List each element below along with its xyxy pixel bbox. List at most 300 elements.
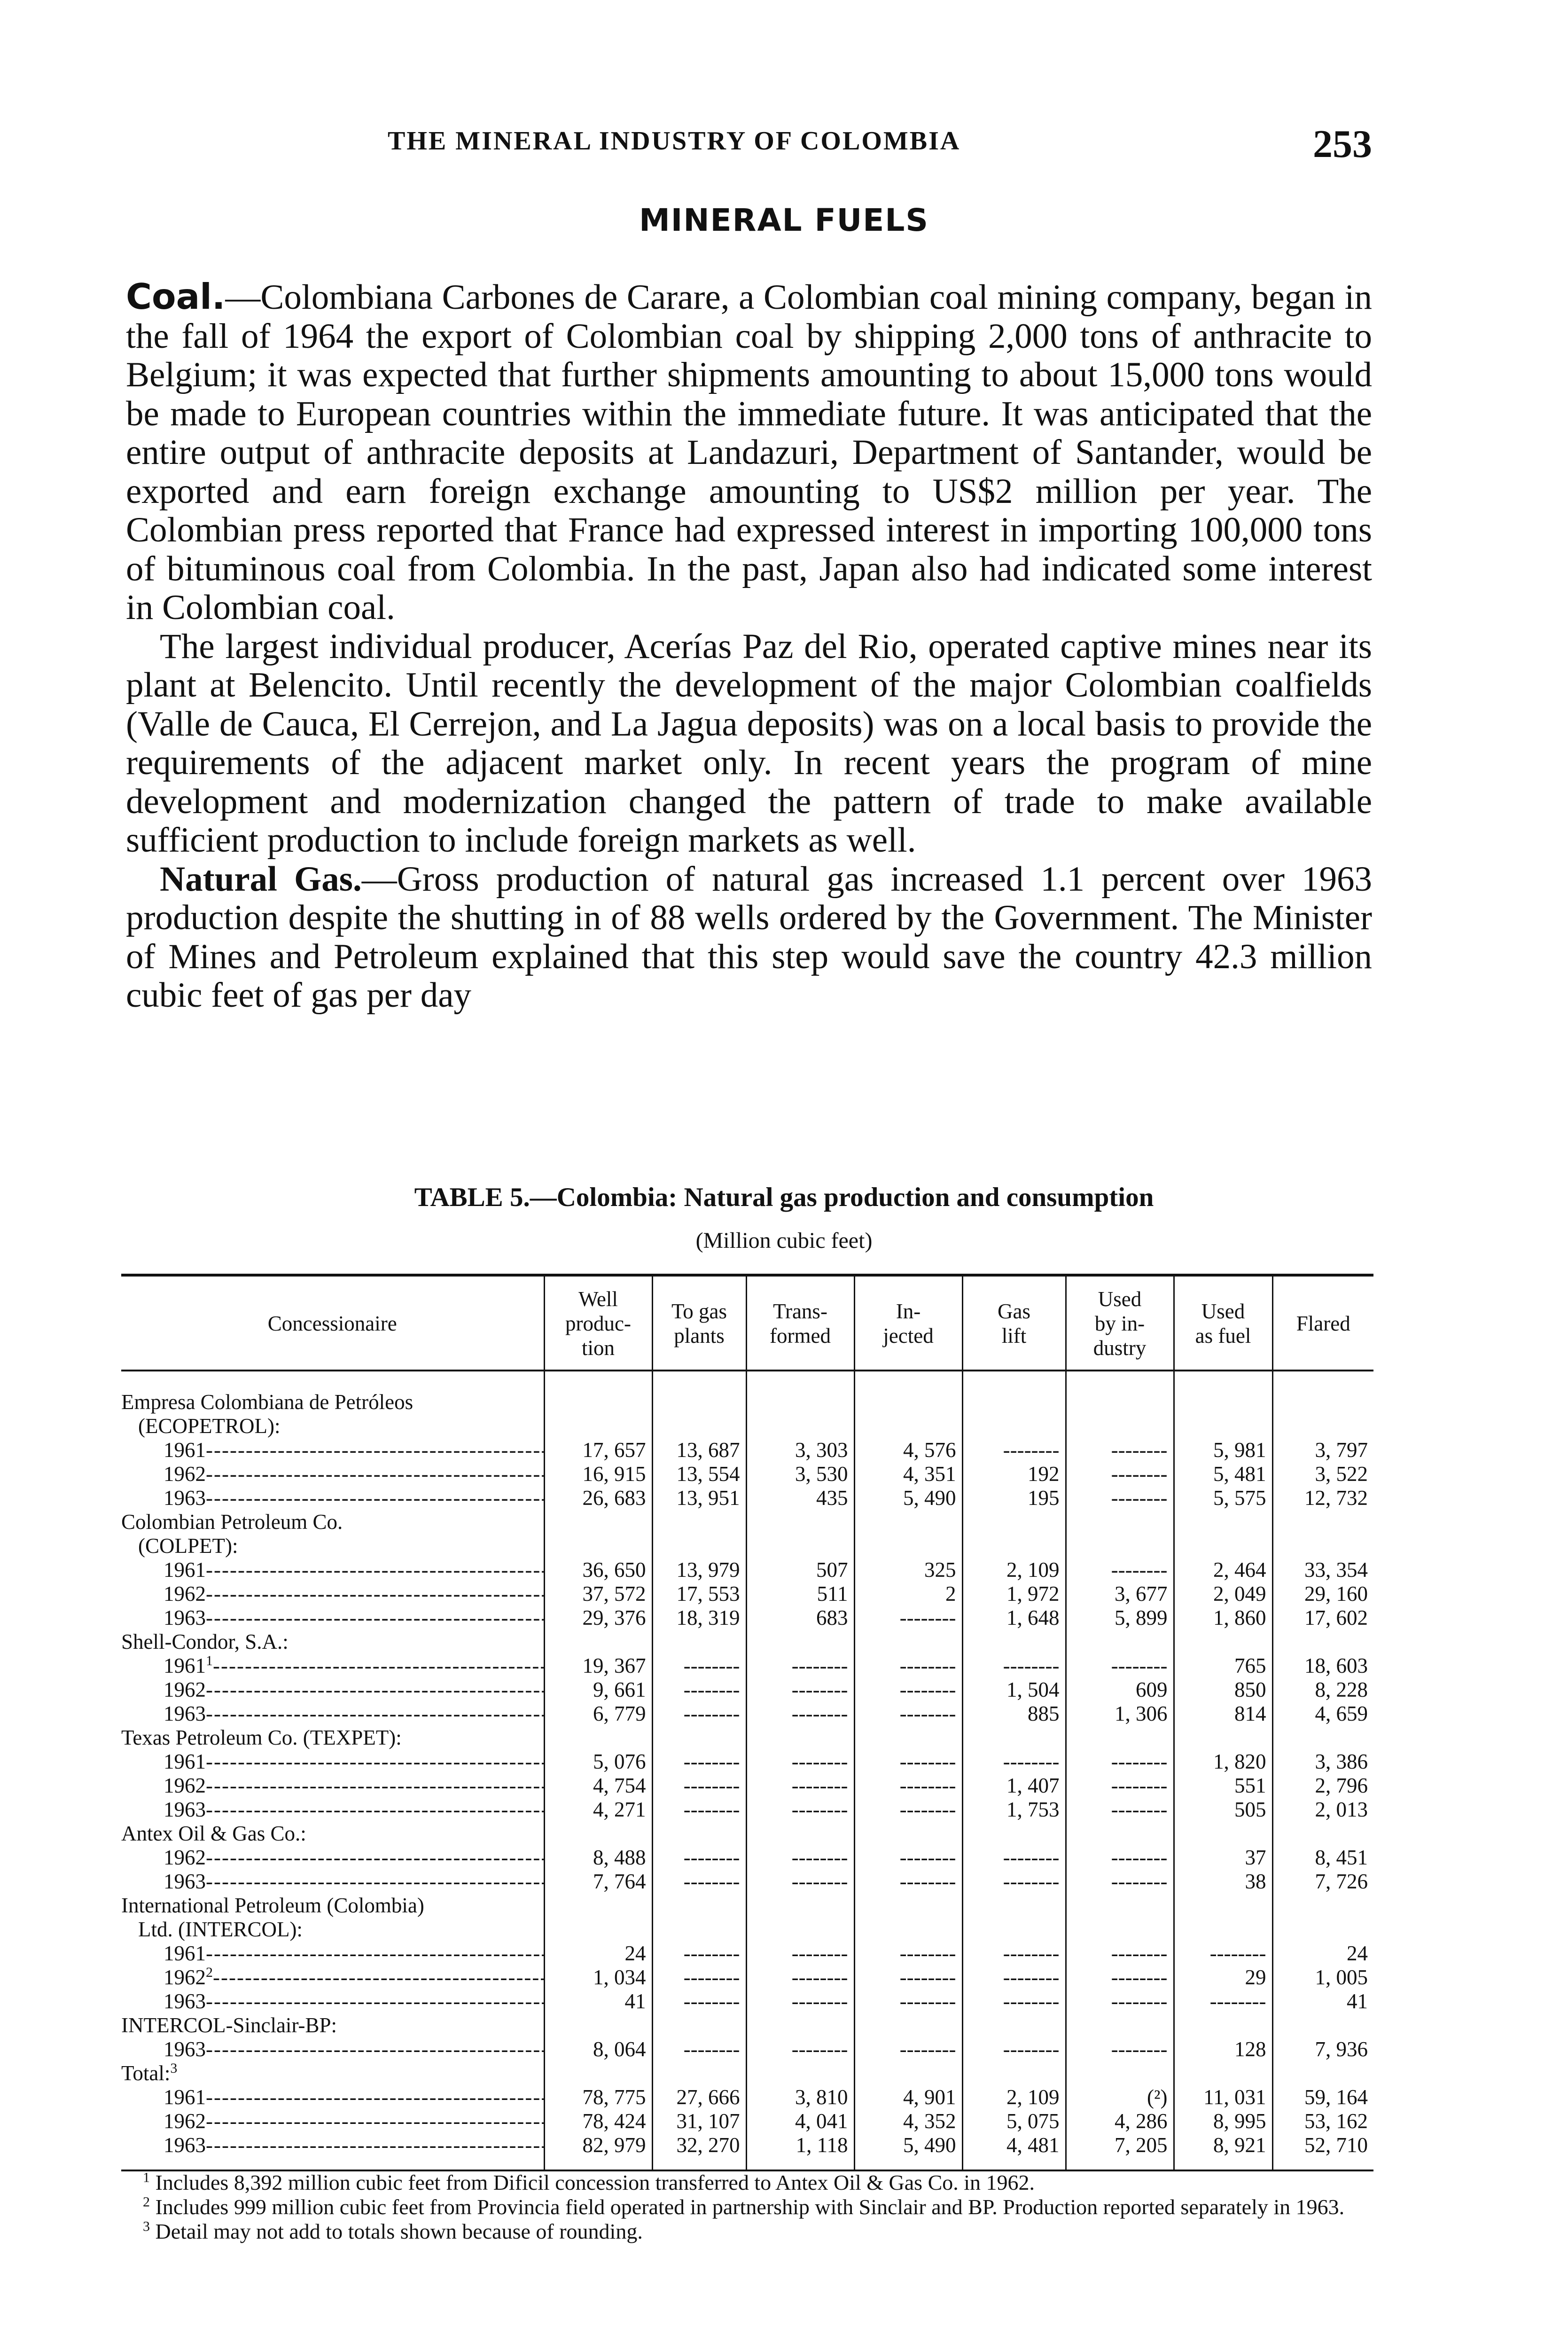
table-cell: -------- [652, 1774, 746, 1798]
leader-dots [206, 1486, 544, 1510]
table-row [121, 1654, 1373, 1678]
table-cell: -------- [854, 1990, 962, 2013]
table-cell: 4, 351 [854, 1462, 962, 1486]
table-cell: -------- [746, 2037, 854, 2061]
table-cell: -------- [1066, 1870, 1174, 1894]
table-cell: -------- [854, 1798, 962, 1822]
footnote [124, 2219, 1372, 2244]
table-cell [544, 1630, 652, 1654]
table-cell [652, 2013, 746, 2037]
table-cell: 850 [1174, 1678, 1272, 1702]
table-cell: 195 [962, 1486, 1066, 1510]
table-cell: 3, 677 [1066, 1582, 1174, 1606]
footnote-text: Includes 999 million cubic feet from Provincia field operated in partnership with Sinclair and BP. Production reported separately in 1963. [155, 2195, 1345, 2219]
table-cell: 765 [1174, 1654, 1272, 1678]
row-label [121, 2109, 544, 2133]
table-cell [1066, 2013, 1174, 2037]
row-label-text: Antex Oil & Gas Co.: [121, 1822, 306, 1845]
table-cell: 609 [1066, 1678, 1174, 1702]
table-cell [544, 1510, 652, 1534]
table-cell [962, 1918, 1066, 1942]
paragraph-text: The largest individual producer, Acerías Paz del Rio, operated captive mines near its plant at Belencito. Until recently the development of the major Colombian coalfields (Valle de Cauca, El Cerrejon, and La Jagua deposits) was on a local basis to provide the requirements of the adjacent market only. In recent years the program of mine development and modernization changed the pattern of trade to make available sufficient production to include foreign markets as well. [126, 627, 1372, 860]
table-title: TABLE 5.—Colombia: Natural gas production and consumption [414, 1183, 1154, 1212]
row-label [121, 2037, 544, 2061]
table-cell: -------- [854, 1870, 962, 1894]
table-cell: -------- [746, 1942, 854, 1966]
table-group-row [121, 1630, 1373, 1654]
table-row [121, 2133, 1373, 2170]
table-cell: -------- [746, 1654, 854, 1678]
row-label [121, 1630, 544, 1654]
table-cell: 1, 972 [962, 1582, 1066, 1606]
table-cell [1272, 1630, 1373, 1654]
table-cell [1272, 1894, 1373, 1918]
row-label [121, 2061, 544, 2085]
row-label [121, 2133, 544, 2170]
table-cell: -------- [854, 1702, 962, 1726]
table-cell: 128 [1174, 2037, 1272, 2061]
gas-production-table [121, 1274, 1373, 2171]
table-cell: 41 [544, 1990, 652, 2013]
table-cell: -------- [1066, 1774, 1174, 1798]
row-label [121, 1534, 544, 1558]
table-cell: -------- [1066, 1942, 1174, 1966]
table-cell [1066, 1510, 1174, 1534]
table-cell: 29 [1174, 1966, 1272, 1990]
table-cell: 2 [854, 1582, 962, 1606]
row-label [121, 1371, 544, 1414]
table-cell: -------- [652, 1654, 746, 1678]
table-cell [1066, 1918, 1174, 1942]
table-cell [854, 2061, 962, 2085]
table-cell: 325 [854, 1558, 962, 1582]
table-cell: 9, 661 [544, 1678, 652, 1702]
table-cell: 2, 013 [1272, 1798, 1373, 1822]
table-cell: 551 [1174, 1774, 1272, 1798]
table-cell: 24 [544, 1942, 652, 1966]
table-cell: 11, 031 [1174, 2085, 1272, 2109]
table-cell: -------- [962, 1942, 1066, 1966]
table-cell: 37 [1174, 1846, 1272, 1870]
table-cell: 4, 481 [962, 2133, 1066, 2170]
table-cell: 3, 810 [746, 2085, 854, 2109]
footnote [124, 2195, 1372, 2219]
column-header: Trans- formed [746, 1275, 854, 1371]
table-cell [962, 1630, 1066, 1654]
table-cell [1174, 1510, 1272, 1534]
table-group-row [121, 1414, 1373, 1438]
row-label-text: 1962 [164, 1774, 206, 1797]
row-label [121, 1606, 544, 1630]
table-cell [854, 1510, 962, 1534]
table-cell: 13, 687 [652, 1438, 746, 1462]
table-cell: 4, 659 [1272, 1702, 1373, 1726]
row-label-text: Ltd. (INTERCOL): [138, 1918, 303, 1941]
table-cell [962, 1371, 1066, 1414]
table-cell [544, 2013, 652, 2037]
table-row [121, 1990, 1373, 2013]
table-cell: 1, 407 [962, 1774, 1066, 1798]
column-header: To gas plants [652, 1275, 746, 1371]
table-cell: 19, 367 [544, 1654, 652, 1678]
table-cell: 4, 754 [544, 1774, 652, 1798]
row-label [121, 1510, 544, 1534]
table-cell [1272, 1371, 1373, 1414]
table-cell: 1, 753 [962, 1798, 1066, 1822]
table-cell [652, 1822, 746, 1846]
table-cell [1066, 2061, 1174, 2085]
table-cell: -------- [1066, 1750, 1174, 1774]
paragraph-coal [126, 277, 1372, 627]
paragraph-producer [126, 627, 1372, 860]
table-cell: 8, 064 [544, 2037, 652, 2061]
table-cell: 17, 602 [1272, 1606, 1373, 1630]
row-label-text: 1963 [164, 2037, 206, 2061]
row-label-text: (ECOPETROL): [138, 1414, 281, 1438]
table-cell [652, 1414, 746, 1438]
table-cell [854, 1822, 962, 1846]
table-row [121, 1438, 1373, 1462]
table-cell [746, 1414, 854, 1438]
table-row [121, 1558, 1373, 1582]
table-cell: 1, 306 [1066, 1702, 1174, 1726]
table-cell: 435 [746, 1486, 854, 1510]
table-cell: 507 [746, 1558, 854, 1582]
leader-dots [206, 1558, 544, 1582]
table-cell: -------- [652, 1870, 746, 1894]
table-cell: 8, 488 [544, 1846, 652, 1870]
table-cell: 4, 041 [746, 2109, 854, 2133]
table-cell [962, 1414, 1066, 1438]
table-cell [746, 2013, 854, 2037]
table-cell: -------- [746, 1774, 854, 1798]
table-row [121, 1678, 1373, 1702]
table-cell [962, 2061, 1066, 2085]
table-cell [746, 1894, 854, 1918]
table-cell: 41 [1272, 1990, 1373, 2013]
table-cell [652, 1534, 746, 1558]
row-label [121, 1966, 544, 1990]
table-cell: 7, 764 [544, 1870, 652, 1894]
table-cell: -------- [1066, 1486, 1174, 1510]
table-group-row [121, 1726, 1373, 1750]
table-group-row [121, 2061, 1373, 2085]
table-cell: -------- [746, 1678, 854, 1702]
table-cell [1272, 2013, 1373, 2037]
table-cell: -------- [962, 2037, 1066, 2061]
table-cell [1174, 1371, 1272, 1414]
table-cell: -------- [1066, 1798, 1174, 1822]
row-label [121, 1942, 544, 1966]
footnote [124, 2170, 1372, 2195]
table-cell: -------- [1066, 1654, 1174, 1678]
table-cell [854, 1630, 962, 1654]
table-cell [652, 1726, 746, 1750]
table-cell: 1, 820 [1174, 1750, 1272, 1774]
table-cell [1066, 1630, 1174, 1654]
table-cell: 13, 951 [652, 1486, 746, 1510]
table-cell [1066, 1414, 1174, 1438]
table-cell [854, 1918, 962, 1942]
table-cell: 16, 915 [544, 1462, 652, 1486]
row-label-text: 1962 [164, 1462, 206, 1486]
row-label-text: Colombian Petroleum Co. [121, 1510, 343, 1534]
table-cell: 3, 522 [1272, 1462, 1373, 1486]
table-cell [652, 1918, 746, 1942]
row-label [121, 1750, 544, 1774]
table-cell [544, 2061, 652, 2085]
table-cell: 3, 530 [746, 1462, 854, 1486]
row-label [121, 1486, 544, 1510]
table-cell [544, 1371, 652, 1414]
table-cell: (²) [1066, 2085, 1174, 2109]
row-label-text: 1963 [164, 1606, 206, 1629]
table-cell [854, 1371, 962, 1414]
table-cell: -------- [652, 1798, 746, 1822]
table-cell: -------- [1066, 1462, 1174, 1486]
leader-dots [206, 1702, 544, 1725]
table-cell: 1, 648 [962, 1606, 1066, 1630]
leader-dots [206, 1990, 544, 2013]
table-cell [1174, 1918, 1272, 1942]
row-label-text: 1963 [164, 1486, 206, 1510]
table-row [121, 2109, 1373, 2133]
table-cell: 5, 075 [962, 2109, 1066, 2133]
row-label [121, 1438, 544, 1462]
table-cell: -------- [746, 1750, 854, 1774]
leader-dots [206, 1750, 544, 1773]
table-cell: -------- [746, 1702, 854, 1726]
row-label [121, 1654, 544, 1678]
table-cell: 192 [962, 1462, 1066, 1486]
table-cell [1174, 1534, 1272, 1558]
table-row [121, 1846, 1373, 1870]
footnote-ref: 1 [206, 1654, 213, 1668]
row-label-text: International Petroleum (Colombia) [121, 1894, 424, 1917]
row-label [121, 1894, 544, 1918]
table-cell [1174, 1414, 1272, 1438]
table-cell [544, 1726, 652, 1750]
table-cell: -------- [652, 1702, 746, 1726]
table-cell [1066, 1534, 1174, 1558]
table-cell: -------- [854, 1606, 962, 1630]
table-cell: 885 [962, 1702, 1066, 1726]
table-cell: 8, 921 [1174, 2133, 1272, 2170]
table-cell: 4, 576 [854, 1438, 962, 1462]
table-cell: -------- [1066, 2037, 1174, 2061]
table-cell: 32, 270 [652, 2133, 746, 2170]
table-row [121, 1870, 1373, 1894]
table-cell: -------- [854, 2037, 962, 2061]
row-label [121, 1990, 544, 2013]
table-cell [746, 1630, 854, 1654]
table-cell [1066, 1726, 1174, 1750]
table-cell: 1, 118 [746, 2133, 854, 2170]
column-header: Used by in- dustry [1066, 1275, 1174, 1371]
table-cell: -------- [1066, 1990, 1174, 2013]
table-group-row [121, 1534, 1373, 1558]
table-cell: -------- [962, 1438, 1066, 1462]
table-cell: 12, 732 [1272, 1486, 1373, 1510]
table-cell: -------- [652, 1846, 746, 1870]
table-cell: 1, 860 [1174, 1606, 1272, 1630]
table-cell [544, 1918, 652, 1942]
table-cell: 37, 572 [544, 1582, 652, 1606]
row-label-text: Texas Petroleum Co. (TEXPET): [121, 1726, 402, 1749]
row-label [121, 1798, 544, 1822]
table-cell [746, 1822, 854, 1846]
table-cell: 3, 797 [1272, 1438, 1373, 1462]
leader-dots [206, 2085, 544, 2109]
table-cell [1272, 1822, 1373, 1846]
table-cell [544, 1822, 652, 1846]
paragraph-text: —Colombiana Carbones de Carare, a Colombian coal mining company, began in the fall of 1964 the export of Colombian coal by shipping 2,000 tons of anthracite to Belgium; it was expected that further shipments amounting to about 15,000 tons would be made to European countries within the immediate future. It was anticipated that the entire output of anthracite deposits at Landazuri, Department of Santander, would be exported and earn foreign exchange amounting to US$2 million per year. The Colombian press reported that France had expressed interest in importing 100,000 tons of bituminous coal from Colombia. In the past, Japan also had indicated some interest in Colombian coal. [126, 278, 1372, 627]
row-label-text: INTERCOL-Sinclair-BP: [121, 2013, 337, 2037]
table-cell [854, 1414, 962, 1438]
footnote-mark: 1 [143, 2170, 150, 2186]
table-cell: 5, 490 [854, 1486, 962, 1510]
table-cell: 505 [1174, 1798, 1272, 1822]
leader-dots [206, 1438, 544, 1462]
leader-dots [206, 1774, 544, 1797]
table-cell [962, 1534, 1066, 1558]
table-cell: 5, 899 [1066, 1606, 1174, 1630]
row-label-text: 1961 [164, 1942, 206, 1965]
table-cell: 683 [746, 1606, 854, 1630]
table-cell: 52, 710 [1272, 2133, 1373, 2170]
row-label-text: 1963 [164, 2133, 206, 2157]
table-cell [1272, 1918, 1373, 1942]
table-cell: 13, 979 [652, 1558, 746, 1582]
table-cell [1272, 1534, 1373, 1558]
table-cell [1272, 2061, 1373, 2085]
table-cell: -------- [854, 1678, 962, 1702]
table-cell [652, 1894, 746, 1918]
column-header: Gas lift [962, 1275, 1066, 1371]
table-cell: 2, 049 [1174, 1582, 1272, 1606]
table-cell [746, 2061, 854, 2085]
body-text [126, 277, 1372, 1015]
leader-dots [206, 1678, 544, 1701]
table-cell [962, 1726, 1066, 1750]
table-cell: 78, 775 [544, 2085, 652, 2109]
leader-dots [206, 2109, 544, 2133]
table-cell: 31, 107 [652, 2109, 746, 2133]
row-label [121, 2085, 544, 2109]
table-cell [1174, 1822, 1272, 1846]
table-cell: -------- [854, 1966, 962, 1990]
row-label-text: 1963 [164, 1870, 206, 1893]
table-group-row [121, 1894, 1373, 1918]
table-cell: 24 [1272, 1942, 1373, 1966]
table-cell: 1, 504 [962, 1678, 1066, 1702]
table-cell: -------- [962, 1870, 1066, 1894]
footnotes [124, 2170, 1372, 2244]
leader-dots [213, 1654, 544, 1677]
footnote-text: Detail may not add to totals shown because of rounding. [155, 2219, 643, 2243]
row-label [121, 1918, 544, 1942]
table-cell: 5, 575 [1174, 1486, 1272, 1510]
table-cell: -------- [1066, 1558, 1174, 1582]
table-cell: -------- [962, 1990, 1066, 2013]
row-label [121, 1414, 544, 1438]
table-cell [1272, 1726, 1373, 1750]
table-row [121, 1462, 1373, 1486]
table-cell: 29, 160 [1272, 1582, 1373, 1606]
table-cell [652, 1371, 746, 1414]
row-label-text: 1963 [164, 1702, 206, 1725]
column-header: Flared [1272, 1275, 1373, 1371]
table-cell: 17, 657 [544, 1438, 652, 1462]
row-label-text: 1962 [164, 1966, 206, 1989]
table-cell: 29, 376 [544, 1606, 652, 1630]
row-label-text: (COLPET): [138, 1534, 238, 1558]
table-cell: 8, 451 [1272, 1846, 1373, 1870]
row-label-text: 1961 [164, 1654, 206, 1677]
running-title: THE MINERAL INDUSTRY OF COLOMBIA [388, 126, 961, 156]
row-label [121, 1822, 544, 1846]
table-row [121, 1582, 1373, 1606]
table-cell: 13, 554 [652, 1462, 746, 1486]
row-label-text: Shell-Condor, S.A.: [121, 1630, 289, 1653]
table-cell [854, 2013, 962, 2037]
table-cell: -------- [652, 1750, 746, 1774]
table-cell [652, 1630, 746, 1654]
table-cell [544, 1534, 652, 1558]
table-cell: 2, 109 [962, 1558, 1066, 1582]
table-group-row [121, 1918, 1373, 1942]
table-cell [544, 1414, 652, 1438]
leader-dots [206, 1606, 544, 1629]
table-cell: 7, 936 [1272, 2037, 1373, 2061]
column-header: In- jected [854, 1275, 962, 1371]
table-cell: -------- [854, 1654, 962, 1678]
table-cell [1066, 1371, 1174, 1414]
table-cell: 27, 666 [652, 2085, 746, 2109]
table-cell: 1, 005 [1272, 1966, 1373, 1990]
table-cell [1066, 1894, 1174, 1918]
row-label [121, 1702, 544, 1726]
row-label-text: Empresa Colombiana de Petróleos [121, 1390, 413, 1414]
leader-dots [206, 1846, 544, 1869]
table-cell [746, 1726, 854, 1750]
table-cell: -------- [1174, 1942, 1272, 1966]
table-cell [854, 1534, 962, 1558]
run-in-heading: Natural Gas. [160, 859, 362, 899]
table-cell: 1, 034 [544, 1966, 652, 1990]
table-cell: -------- [854, 1750, 962, 1774]
table-cell: 7, 205 [1066, 2133, 1174, 2170]
table-cell [1174, 1630, 1272, 1654]
table-cell [962, 1822, 1066, 1846]
table-cell: 2, 109 [962, 2085, 1066, 2109]
footnote-ref: 3 [170, 2061, 178, 2076]
row-label [121, 2013, 544, 2037]
leader-dots [213, 1966, 544, 1989]
row-label-text: Total: [121, 2061, 171, 2085]
table-cell: -------- [652, 1990, 746, 2013]
table-cell [962, 2013, 1066, 2037]
table-cell: 8, 995 [1174, 2109, 1272, 2133]
table-row [121, 1966, 1373, 1990]
table-cell: 33, 354 [1272, 1558, 1373, 1582]
table-cell: -------- [652, 1966, 746, 1990]
table-cell: -------- [854, 1846, 962, 1870]
table-cell: 4, 352 [854, 2109, 962, 2133]
table-cell [544, 1894, 652, 1918]
table-cell [746, 1510, 854, 1534]
row-label [121, 1774, 544, 1798]
